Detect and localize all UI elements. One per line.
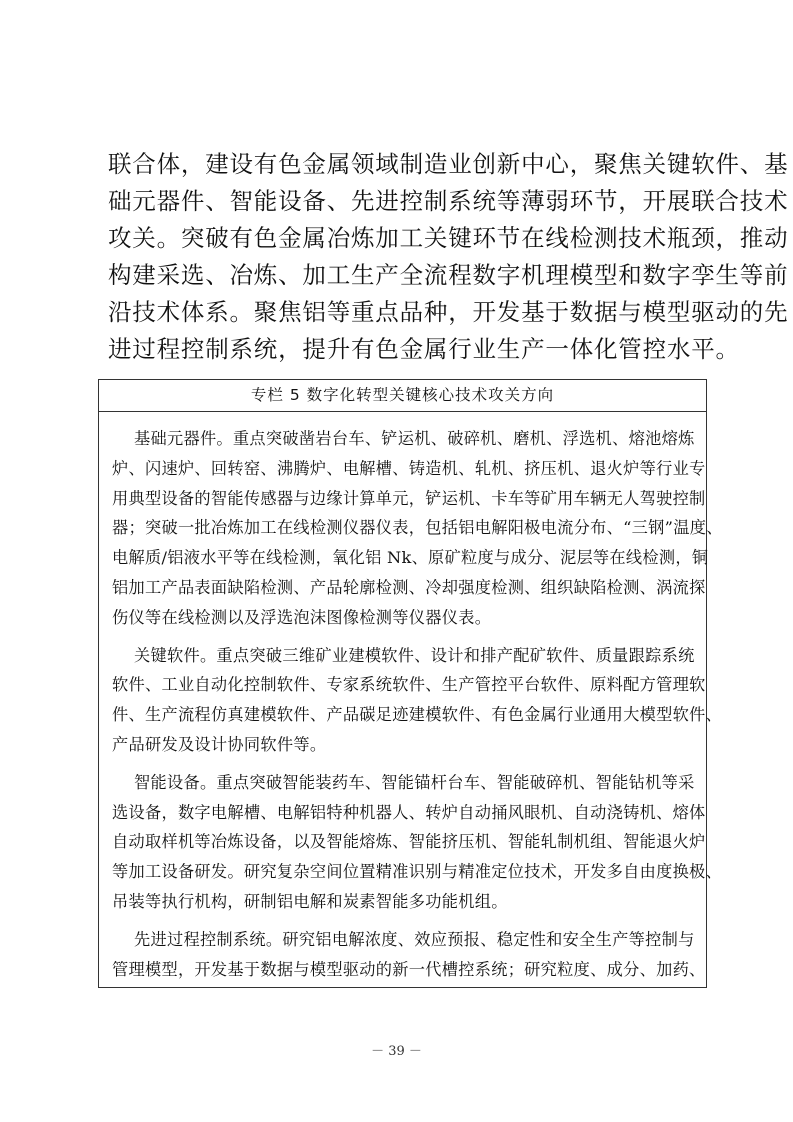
para-line: 基础元器件。重点突破凿岩台车、铲运机、破碎机、磨机、浮选机、熔池熔炼	[134, 429, 695, 448]
body-line: 攻关。突破有色金属冶炼加工关键环节在线检测技术瓶颈，推动	[108, 224, 789, 252]
para-line: 电解质/铝液水平等在线检测，氧化铝 Nk、原矿粒度与成分、泥层等在线检测，铜	[112, 548, 709, 568]
para-line: 用典型设备的智能传感器与边缘计算单元，铲运机、卡车等矿用车辆无人驾驶控制	[112, 488, 706, 508]
para-line: 产品研发及设计协同软件等。	[112, 734, 327, 754]
para-line: 件、生产流程仿真建模软件、产品碳足迹建模软件、有色金属行业通用大模型软件、	[112, 705, 723, 725]
para-line: 先进过程控制系统。研究铝电解浓度、效应预报、稳定性和安全生产等控制与	[134, 929, 695, 949]
page-number: － 39 －	[371, 1044, 422, 1059]
para-line: 管理模型，开发基于数据与模型驱动的新一代槽控系统；研究粒度、成分、加药、	[112, 959, 706, 979]
para-line: 智能设备。重点突破智能装药车、智能锚杆台车、智能破碎机、智能钻机等采	[134, 772, 695, 792]
box-body	[99, 412, 723, 984]
body-line: 础元器件、智能设备、先进控制系统等薄弱环节，开展联合技术	[108, 187, 789, 215]
para-line: 炉、闪速炉、回转窑、沸腾炉、电解槽、铸造机、轧机、挤压机、退火炉等行业专	[112, 458, 706, 478]
body-line: 进过程控制系统，提升有色金属行业生产一体化管控水平。	[108, 335, 740, 363]
para-line: 自动取样机等冶炼设备，以及智能熔炼、智能挤压机、智能轧制机组、智能退火炉	[112, 832, 706, 852]
para-line: 伤仪等在线检测以及浮选泡沫图像检测等仪器仪表。	[112, 607, 492, 627]
para-line: 关键软件。重点突破三维矿业建模软件、设计和排产配矿软件、质量跟踪系统	[134, 645, 695, 665]
body-line: 联合体，建设有色金属领域制造业创新中心，聚焦关键软件、基	[108, 150, 789, 178]
para-line: 器；突破一批冶炼加工在线检测仪器仪表，包括铝电解阳极电流分布、“三钢”温度、	[112, 518, 723, 538]
body-text	[108, 146, 789, 368]
column-box	[98, 379, 723, 988]
body-line: 构建采选、冶炼、加工生产全流程数字机理模型和数字孪生等前	[108, 261, 789, 289]
body-line: 沿技术体系。聚焦铝等重点品种，开发基于数据与模型驱动的先	[108, 298, 789, 326]
paragraph-advanced-process-control	[112, 925, 706, 985]
para-line: 软件、工业自动化控制软件、专家系统软件、生产管控平台软件、原料配方管理软	[112, 675, 706, 695]
paragraph-basic-components	[112, 424, 723, 633]
box-title: 专栏 5 数字化转型关键核心技术攻关方向	[99, 380, 706, 412]
para-line: 选设备，数字电解槽、电解铝特种机器人、转炉自动捅风眼机、自动浇铸机、熔体	[112, 802, 706, 822]
para-line: 铝加工产品表面缺陷检测、产品轮廓检测、冷却强度检测、组织缺陷检测、涡流探	[112, 577, 706, 597]
paragraph-key-software	[112, 641, 723, 760]
para-line: 吊装等执行机构，研制铝电解和炭素智能多功能机组。	[112, 891, 508, 911]
para-line: 等加工设备研发。研究复杂空间位置精准识别与精准定位技术，开发多自由度换极、	[112, 862, 723, 882]
paragraph-smart-equipment	[112, 768, 723, 917]
